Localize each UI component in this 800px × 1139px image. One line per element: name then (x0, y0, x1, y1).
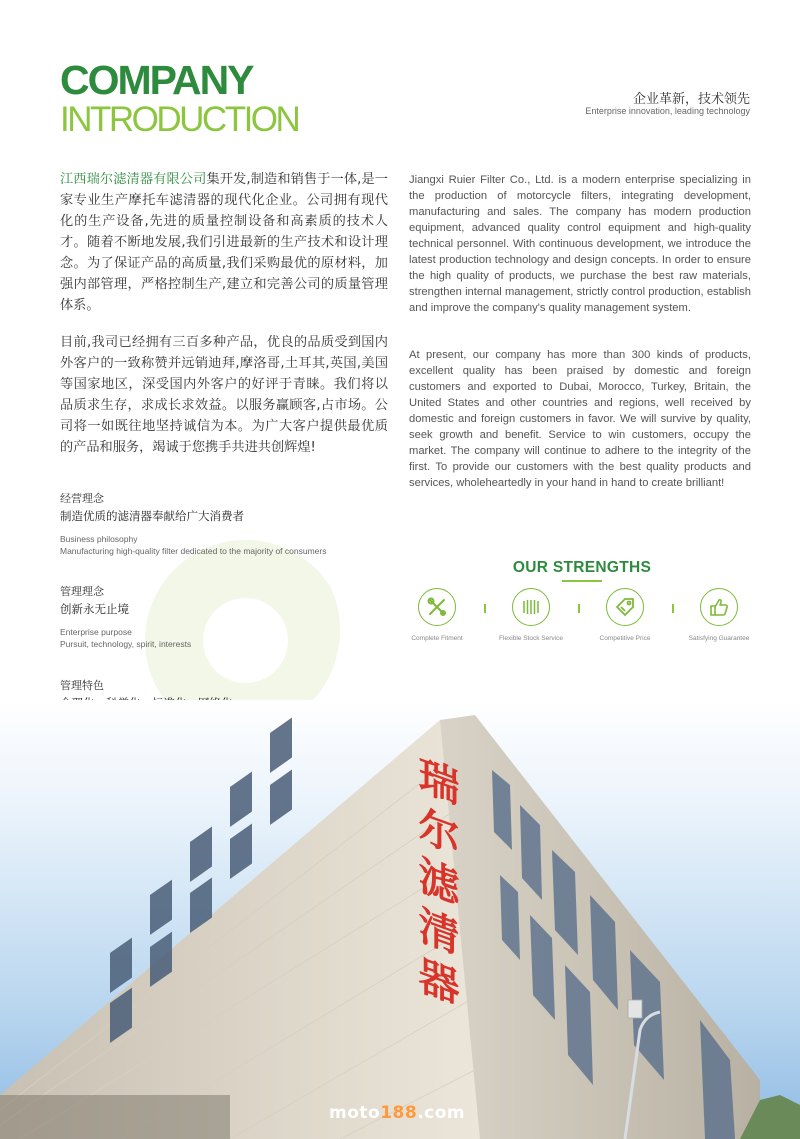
philosophy-title-cn: 管理理念 (60, 585, 104, 598)
strength-competitive-price (575, 588, 675, 642)
philosophy-title-cn: 管理特色 (60, 679, 104, 692)
tools-icon (418, 588, 456, 626)
price-tag-icon (606, 588, 644, 626)
philosophy-business (60, 491, 326, 557)
title-introduction: INTRODUCTION (60, 100, 299, 139)
company-name-highlight: 江西瑞尔滤清器有限公司 (60, 172, 207, 187)
strengths-underline (562, 580, 602, 582)
philosophy-text-en: Manufacturing high-quality filter dedicated to the majority of consumers (60, 546, 327, 556)
thumbs-up-icon (700, 588, 738, 626)
strength-label: Complete Fitment (411, 635, 463, 642)
philosophy-management (60, 584, 191, 650)
footer-brand-watermark: moto188.com (329, 1103, 466, 1123)
intro-cn-p1-text: 集开发,制造和销售于一体,是一家专业生产摩托车滤清器的现代化企业。公司拥有现代化的生产设备,先进的质量控制设备和高素质的技术人才。随着不断地发展,我们引进最新的生产技术和设计理念。为了保证产品的高质量,我们采购最优的原材料，加强内部管理，严格控制生产,建立和完善公司的质量管理体系。 (60, 172, 388, 313)
philosophy-text-cn: 创新永无止境 (60, 602, 129, 616)
slogan-en: Enterprise innovation, leading technology (585, 106, 750, 116)
intro-cn-paragraph-1 (60, 169, 388, 316)
strength-label: Competitive Price (599, 635, 651, 642)
filter-element-icon (512, 588, 550, 626)
strengths-heading: OUR STRENGTHS (512, 559, 652, 576)
building-sign: 瑞尔滤清器 (418, 750, 460, 1014)
intro-cn-paragraph-2: 目前,我司已经拥有三百多种产品，优良的品质受到国内外客户的一致称赞并远销迪拜,摩洛哥,土耳其,英国,美国等国家地区，深受国内外客户的好评于青睐。我们将以品质求生存，求成长求效益。以服务赢顾客,占市场。公司将一如既往地坚持诚信为本。为广大客户提供最优质的产品和服务，竭诚于您携手共进共创辉煌! (60, 335, 388, 455)
philosophy-text-en: Pursuit, technology, spirit, interests (60, 639, 192, 649)
intro-en-paragraph-2: At present, our company has more than 300 kinds of products, excellent quality has been praised by domestic and foreign customers and exported to Dubai, Morocco, Turkey, Britain, the United States and other countries and regions, well received by domestic and foreign customers in favor. We will survive by quality, seek growth and benefit. Service to win customers, occupy the market. The company will continue to adhere to the integrity of the first. To provide our customers with the best quality products and services, wholeheartedly in your hand in hand to create brilliant! (409, 349, 751, 489)
strength-label: Flexible Stock Service (499, 635, 563, 642)
strength-satisfying-guarantee (669, 588, 769, 642)
philosophy-title-cn: 经营理念 (60, 492, 104, 505)
strength-complete-fitment (387, 588, 487, 642)
philosophy-text-cn: 制造优质的滤清器奉献给广大消费者 (60, 509, 244, 523)
philosophy-title-en: Enterprise purpose (60, 627, 132, 637)
slogan-cn: 企业革新，技术领先 (632, 92, 750, 107)
title-company: COMPANY (60, 57, 253, 103)
strength-label: Satisfying Guarantee (688, 635, 750, 642)
intro-en-paragraph-1: Jiangxi Ruier Filter Co., Ltd. is a modern enterprise specializing in the production of motorcycle filters, integrating development, manufacturing and sales. The company has modern production equipment, advanced quality control equipment and high-quality technical personnel. With continuous development, we introduce the latest production technology and design concepts. In order to ensure the high quality of products, we purchase the best raw materials, strengthen internal management, strictly control production, establish and improve the company's quality management system. (409, 174, 751, 314)
factory-building-photo (0, 700, 800, 1139)
philosophy-title-en: Business philosophy (60, 534, 138, 544)
strength-flexible-stock (481, 588, 581, 642)
